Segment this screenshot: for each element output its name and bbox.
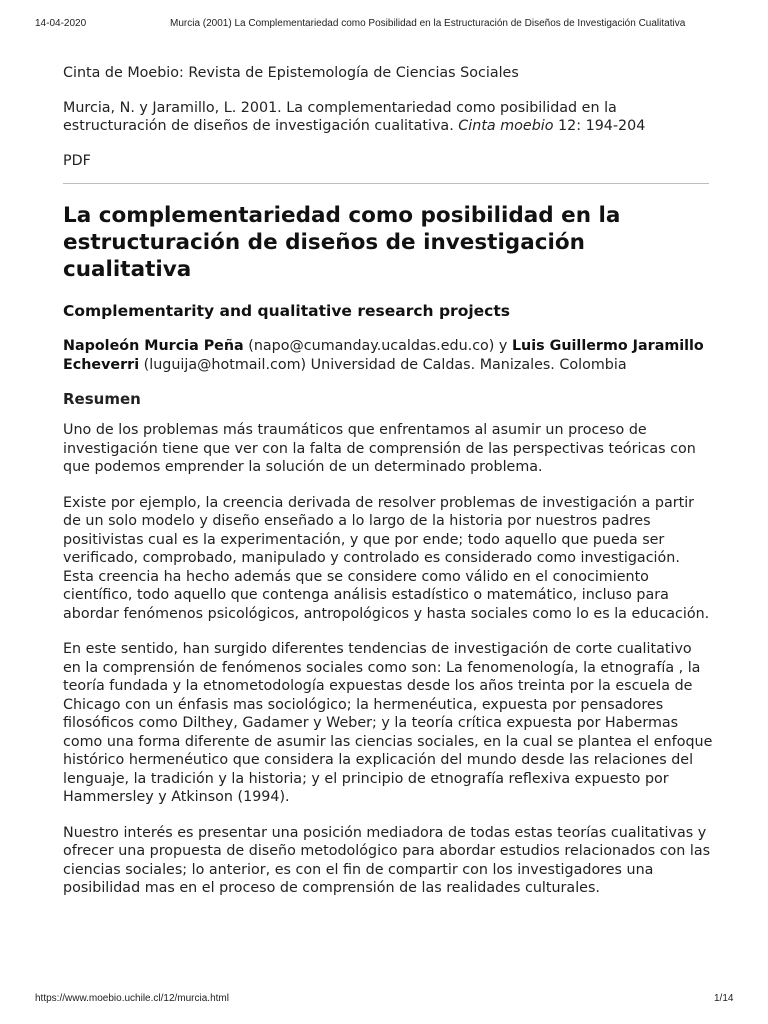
article-subtitle: Complementarity and qualitative research projects <box>63 302 510 320</box>
article-content <box>63 64 713 915</box>
author-2-email-affiliation: (luguija@hotmail.com) Universidad de Caldas. Manizales. Colombia <box>139 356 627 373</box>
authors <box>63 337 713 374</box>
citation-text: Murcia, N. y Jaramillo, L. 2001. La complementariedad como posibilidad en la estructuración de diseños de investigación cualitativa. <box>63 99 617 134</box>
author-1-email: (napo@cumanday.ucaldas.edu.co) y <box>243 338 512 354</box>
citation-pages: 12: 194-204 <box>553 118 646 134</box>
abstract-paragraph-2: Existe por ejemplo, la creencia derivada de resolver problemas de investigación a partir de un solo modelo y diseño enseñado a lo largo de la historia por nuestros padres positivistas cual es la experimentación, y que por ende; todo aquello que pueda ser verificado, comprobado, manipulado y controlado es considerado como investigación. Esta creencia ha hecho además que se considere como válido en el conocimiento científico, todo aquello que contenga análisis estadístico o matemático, incluso para abordar fenómenos psicológicos, antropológicos y hasta sociales como lo es la educación. <box>63 494 710 622</box>
author-1-name: Napoleón Murcia Peña <box>63 338 244 354</box>
print-url: https://www.moebio.uchile.cl/12/murcia.html <box>35 993 229 1004</box>
journal-name: Cinta de Moebio: Revista de Epistemología de Ciencias Sociales <box>63 65 519 81</box>
pdf-link[interactable]: PDF <box>63 152 91 169</box>
divider <box>63 183 709 184</box>
abstract-paragraph-3: En este sentido, han surgido diferentes tendencias de investigación de corte cualitativo en la comprensión de fenómenos sociales como son: La fenomenología, la etnografía , la teoría fundada y la etnometodología expuestas desde los años treinta por la escuela de Chicago con un énfasis mas sociológico; la hermenéutica, expuesta por pensadores filosóficos como Dilthey, Gadamer y Weber; y la teoría crítica expuesta por Habermas como una forma diferente de asumir las ciencias sociales, en la cual se plantea el enfoque histórico hermenéutico que considera la explicación del mundo desde las relaciones del lenguaje, la tradición y la historia; y el principio de etnografía reflexiva expuesto por Hammersley y Atkinson (1994). <box>63 641 713 805</box>
page-number: 1/14 <box>714 993 734 1004</box>
article-title: La complementariedad como posibilidad en la estructuración de diseños de investigación cualitativa <box>63 203 621 282</box>
citation <box>63 99 713 136</box>
section-heading-resumen: Resumen <box>63 390 141 408</box>
abstract-paragraph-1: Uno de los problemas más traumáticos que enfrentamos al asumir un proceso de investigación tiene que ver con la falta de comprensión de las perspectivas teóricas con que podemos emprender la solución de un determinado problema. <box>63 422 696 475</box>
author-2-name: Luis Guillermo Jaramillo Echeverri <box>63 338 704 373</box>
print-date: 14-04-2020 <box>35 18 87 29</box>
abstract-paragraph-4: Nuestro interés es presentar una posición mediadora de todas estas teorías cualitativas y ofrecer una propuesta de diseño metodológico para abordar estudios relacionados con las ciencias sociales; lo anterior, es con el fin de compartir con los investigadores una posibilidad mas en el proceso de comprensión de las realidades culturales. <box>63 824 711 896</box>
print-page-title: Murcia (2001) La Complementariedad como Posibilidad en la Estructuración de Diseños de Investigación Cualitativa <box>170 18 686 29</box>
citation-journal: Cinta moebio <box>458 118 554 134</box>
